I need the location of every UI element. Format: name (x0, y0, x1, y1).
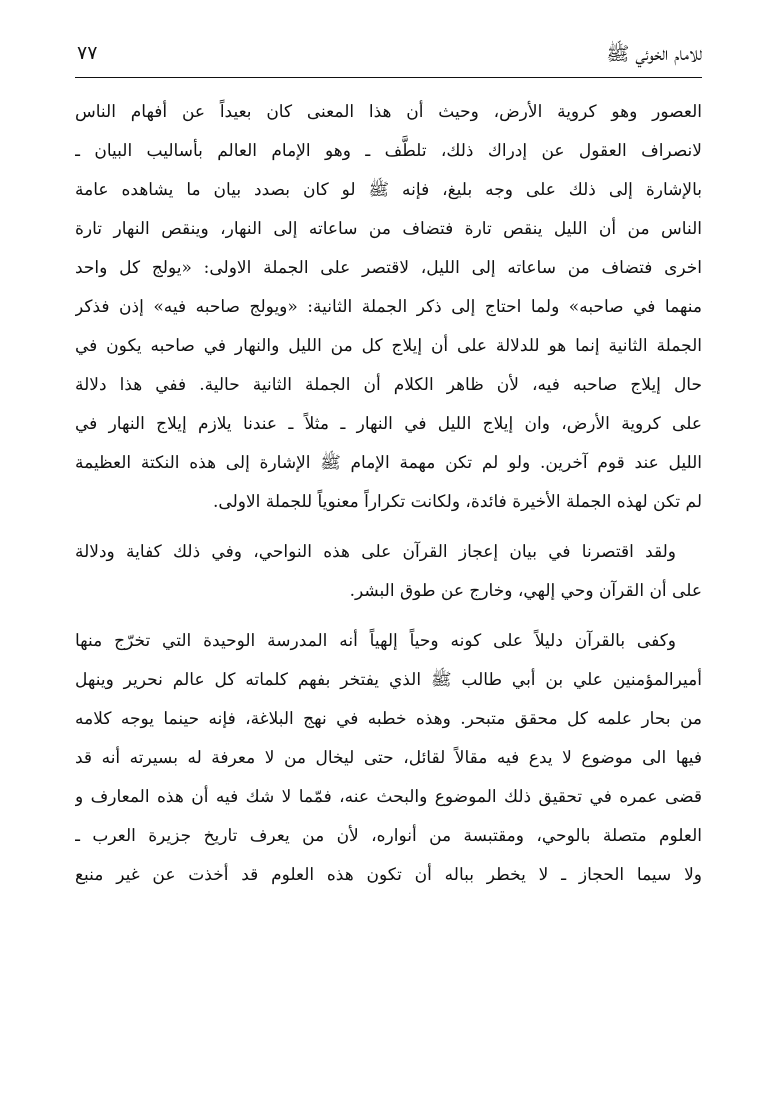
text-line: على أن القرآن وحي إلهي، وخارج عن طوق البشر. (349, 581, 702, 601)
body-text (75, 93, 702, 895)
text-line: لم تكن لهذه الجملة الأخيرة فائدة، ولكانت تكراراً معنوياً للجملة الاولى. (213, 492, 702, 512)
text-line: الجملة الثانية إنما هو للدلالة على أن إيلاج كل من الليل والنهار في صاحبه يكون في (75, 336, 702, 356)
text-line: اخرى فتضاف من ساعاته إلى الليل، لاقتصر على الجملة الاولى: «يولج كل واحد (75, 258, 702, 278)
header-title: للامام الخوئي ﷺ (606, 43, 702, 65)
text-line: منهما في صاحبه» ولما احتاج إلى ذكر الجملة الثانية: «ويولج صاحبه فيه» إذن فذكر (75, 297, 702, 317)
text-line: وكفى بالقرآن دليلاً على كونه وحياً إلهياً أنه المدرسة الوحيدة التي تخرّج منها (75, 631, 676, 651)
text-line: حال إيلاج صاحبه فيه، لأن ظاهر الكلام أن الجملة الثانية حالية. ففي هذا دلالة (75, 375, 702, 395)
text-line: ولقد اقتصرنا في بيان إعجاز القرآن على هذه النواحي، وفي ذلك كفاية ودلالة (75, 542, 676, 562)
text-line: الليل عند قوم آخرين. ولو لم تكن مهمة الإمام ﷺ الإشارة إلى هذه النكتة العظيمة (75, 453, 702, 473)
paragraph-1 (75, 93, 702, 522)
page-number: ٧٧ (77, 42, 98, 64)
header-rule (75, 77, 702, 78)
text-line: ولا سيما الحجاز ـ لا يخطر بباله أن تكون هذه العلوم قد أخذت عن غير منبع (75, 865, 702, 885)
text-line: فيها الى موضوع لا يدع فيه مقالاً لقائل، حتى ليخال من لا معرفة له بسيرته أنه قد (75, 748, 702, 768)
paragraph-2 (75, 533, 702, 611)
text-line: لانصراف العقول عن إدراك ذلك، تلطَّف ـ وهو الإمام العالم بأساليب البيان ـ (75, 141, 702, 161)
running-header (75, 38, 702, 76)
text-line: العلوم متصلة بالوحي، ومقتبسة من أنواره، لأن من يعرف تاريخ جزيرة العرب ـ (75, 826, 702, 846)
text-line: قضى عمره في تحقيق ذلك الموضوع والبحث عنه، فمّما لا شك فيه أن هذه المعارف و (75, 787, 702, 807)
text-line: من بحار علمه كل محقق متبحر. وهذه خطبه في نهج البلاغة، فإنه حينما يوجه كلامه (75, 709, 702, 729)
text-line: العصور وهو كروية الأرض، وحيث أن هذا المعنى كان بعيداً عن أفهام الناس (75, 102, 702, 122)
text-line: بالإشارة إلى ذلك على وجه بليغ، فإنه ﷺ لو كان بصدد بيان ما يشاهده عامة (75, 180, 702, 200)
paragraph-3 (75, 622, 702, 895)
text-line: أميرالمؤمنين علي بن أبي طالب ﷺ الذي يفتخر بفهم كلماته كل عالم نحرير وينهل (75, 670, 702, 690)
text-line: على كروية الأرض، وان إيلاج الليل في النهار ـ مثلاً ـ عندنا يلازم إيلاج النهار في (75, 414, 702, 434)
text-line: الناس من أن الليل ينقص تارة فتضاف من ساعاته إلى النهار، وينقص النهار تارة (75, 219, 702, 239)
